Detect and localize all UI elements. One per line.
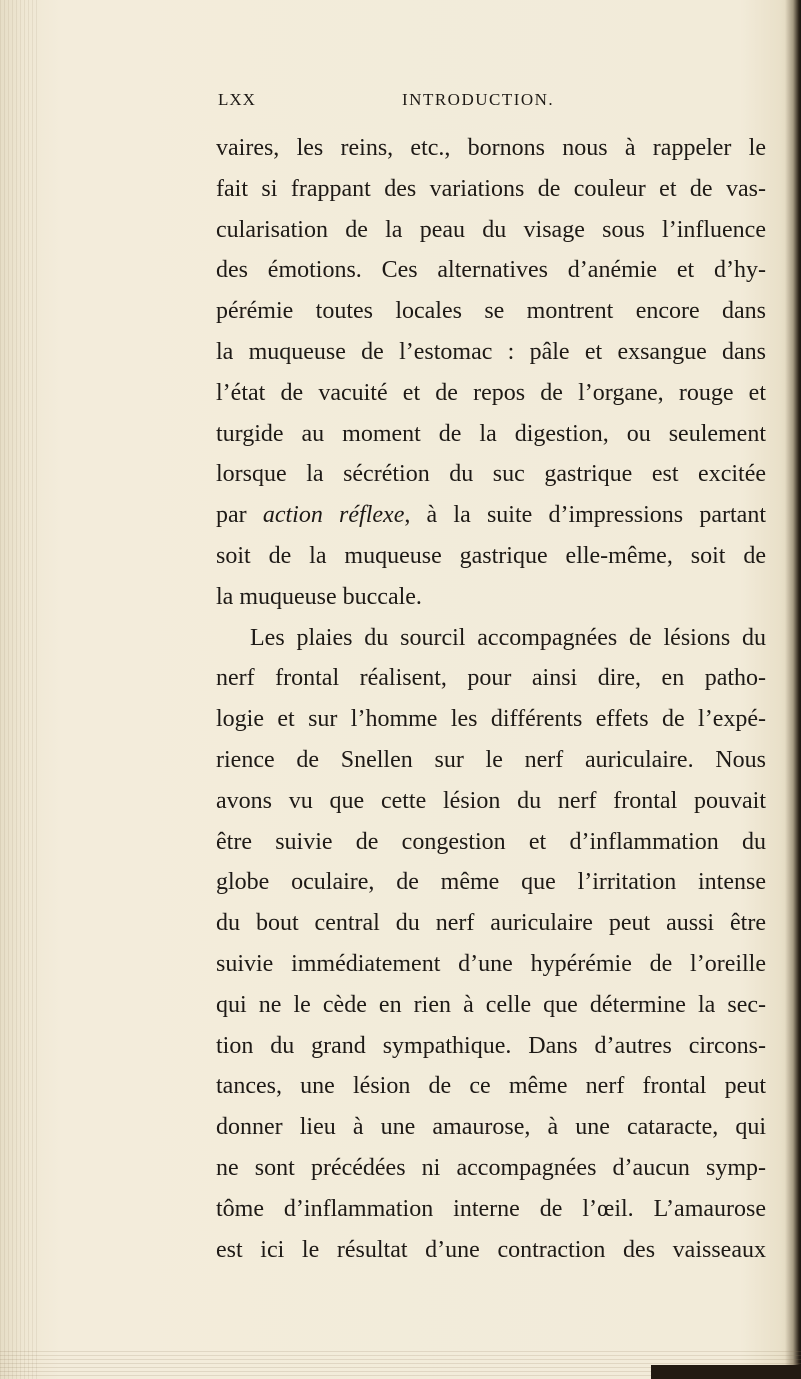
text-line: des émotions. Ces alternatives d’anémie et d’hy- xyxy=(216,257,766,284)
text-line: avons vu que cette lésion du nerf frontal pouvait xyxy=(216,787,766,814)
body-text xyxy=(216,128,766,1270)
text-line: la muqueuse buccale. xyxy=(216,583,422,610)
page-edges-left xyxy=(0,0,40,1379)
text-line: suivie immédiatement d’une hypérémie de l’oreille xyxy=(216,950,766,977)
text-line: cularisation de la peau du visage sous l’influence xyxy=(216,216,766,243)
text-line: être suivie de congestion et d’inflammation du xyxy=(216,828,766,855)
text-line: globe oculaire, de même que l’irritation intense xyxy=(216,869,766,896)
text-line: pérémie toutes locales se montrent encore dans xyxy=(216,298,766,325)
paragraph-start-line: Les plaies du sourcil accompagnées de lésions du xyxy=(250,624,766,651)
text-line: soit de la muqueuse gastrique elle-même, soit de xyxy=(216,542,766,569)
text-fragment: par xyxy=(216,502,263,529)
text-line: tôme d’inflammation interne de l’œil. L’amaurose xyxy=(216,1195,766,1222)
running-head xyxy=(218,88,578,112)
text-line: rience de Snellen sur le nerf auriculaire. Nous xyxy=(216,746,766,773)
text-line: est ici le résultat d’une contraction des vaisseaux xyxy=(216,1236,766,1263)
text-line: tion du grand sympathique. Dans d’autres circons- xyxy=(216,1032,766,1059)
text-fragment: , à la suite d’impressions partant xyxy=(404,502,766,529)
text-line: turgide au moment de la digestion, ou seulement xyxy=(216,420,766,447)
page-corner-shadow xyxy=(651,1365,801,1379)
page-number: LXX xyxy=(218,90,256,109)
text-line: ne sont précédées ni accompagnées d’aucun symp- xyxy=(216,1154,766,1181)
text-line: logie et sur l’homme les différents effets de l’expé- xyxy=(216,706,766,733)
text-line: lorsque la sécrétion du suc gastrique est excitée xyxy=(216,461,766,488)
text-line: fait si frappant des variations de couleur et de vas- xyxy=(216,175,766,202)
running-head-title: INTRODUCTION. xyxy=(402,90,555,109)
text-line: la muqueuse de l’estomac : pâle et exsangue dans xyxy=(216,338,766,365)
text-line: tances, une lésion de ce même nerf frontal peut xyxy=(216,1073,766,1100)
text-line: vaires, les reins, etc., bornons nous à rappeler le xyxy=(216,135,766,161)
text-line: l’état de vacuité et de repos de l’organe, rouge et xyxy=(216,379,766,406)
text-line: du bout central du nerf auriculaire peut aussi être xyxy=(216,910,766,937)
text-line: nerf frontal réalisent, pour ainsi dire, en patho- xyxy=(216,665,766,692)
italic-phrase: action réflexe xyxy=(262,502,405,529)
text-line-with-italic xyxy=(216,495,766,536)
page-gutter-shadow xyxy=(785,0,801,1379)
text-line: qui ne le cède en rien à celle que détermine la sec- xyxy=(216,991,766,1018)
text-line: donner lieu à une amaurose, à une cataracte, qui xyxy=(216,1114,766,1141)
